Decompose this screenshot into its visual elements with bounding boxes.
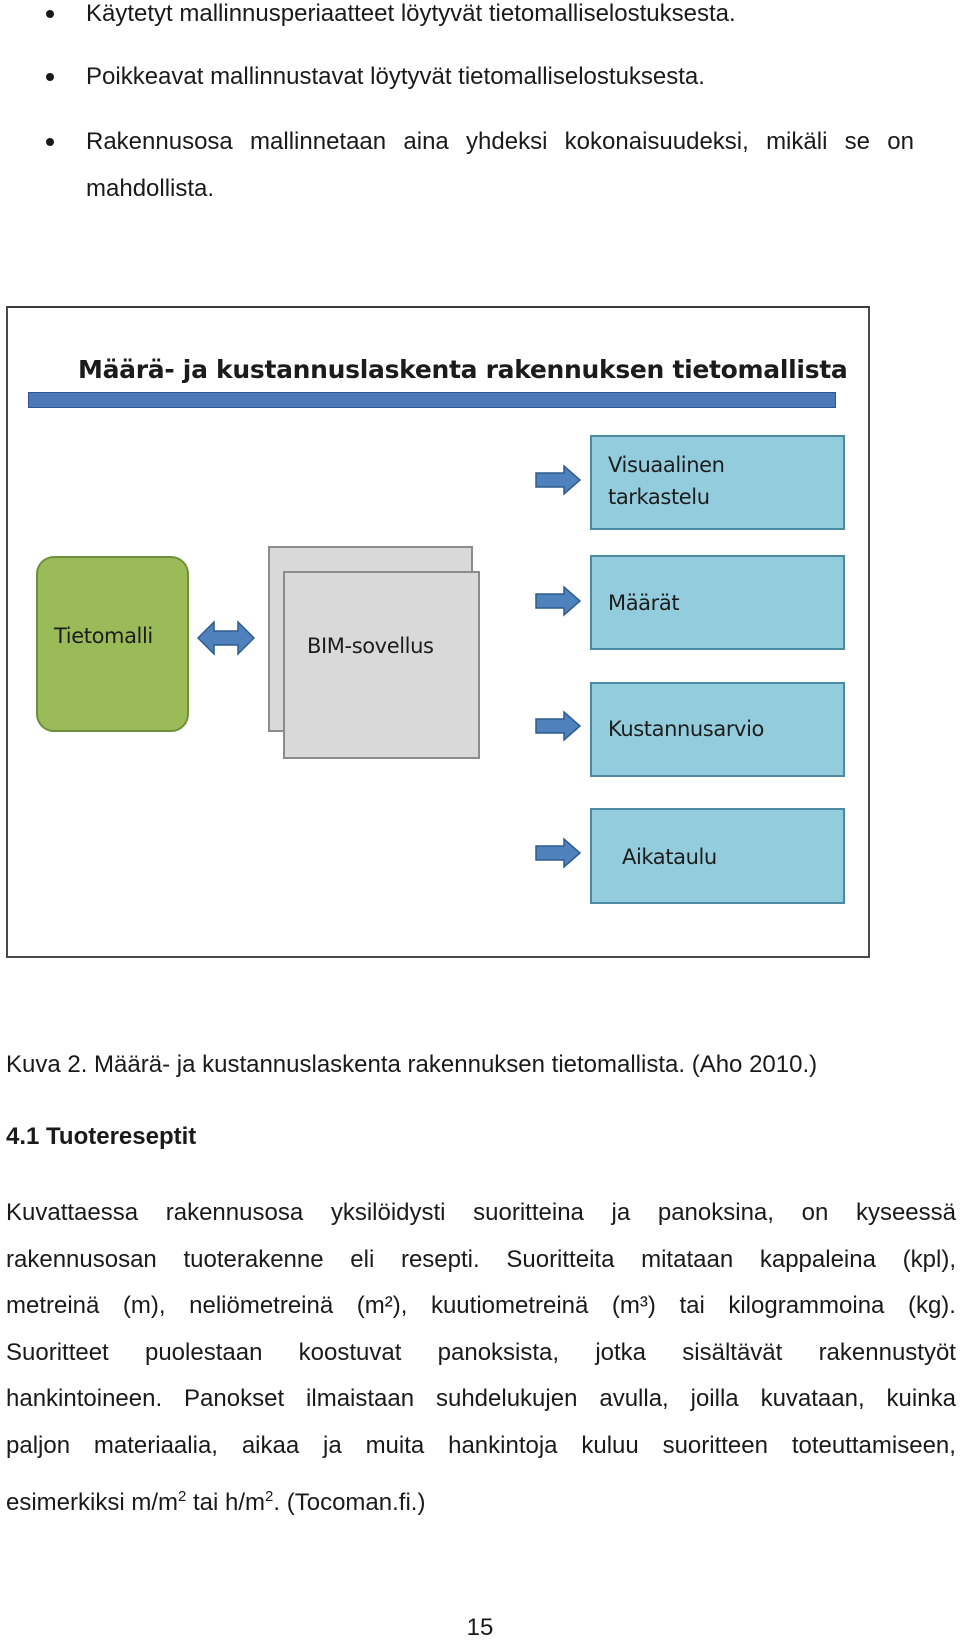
paragraph-line-text <box>6 1283 956 1329</box>
word: on <box>887 128 914 155</box>
bullet-text: Käytetyt mallinnusperiaatteet löytyvät tietomalliselostuksesta. <box>86 0 736 27</box>
paragraph-line <box>6 1330 956 1376</box>
right-arrow-icon <box>534 837 582 869</box>
word: hankintoja <box>448 1432 558 1459</box>
word: (m³) <box>611 1292 656 1319</box>
word: (m), <box>122 1292 166 1319</box>
word: puolestaan <box>144 1339 263 1366</box>
word: avulla, <box>599 1385 669 1412</box>
word: kuutiometreinä <box>430 1292 589 1319</box>
bullet-dot-icon <box>46 10 54 18</box>
output-label: tarkastelu <box>608 485 710 509</box>
word: ilmaistaan <box>306 1385 415 1412</box>
output-label: Aikataulu <box>622 845 717 869</box>
word: rakennusosa <box>165 1199 304 1226</box>
bim-sovellus-label: BIM-sovellus <box>307 634 434 658</box>
bullet-text: Poikkeavat mallinnustavat löytyvät tietomalliselostuksesta. <box>86 63 705 90</box>
output-label: Kustannusarvio <box>608 717 764 741</box>
last-line-part: . (Tocoman.fi.) <box>273 1489 426 1516</box>
output-box-visuaalinen <box>590 435 845 530</box>
word: Suoritteita <box>506 1246 615 1273</box>
word: suhdelukujen <box>435 1385 578 1412</box>
word: Panokset <box>184 1385 285 1412</box>
word: mikäli <box>766 128 828 155</box>
tietomalli-box <box>36 556 189 732</box>
paragraph-line-text <box>6 1423 956 1469</box>
right-arrow-icon <box>534 464 582 496</box>
word: kilogrammoina <box>728 1292 885 1319</box>
bim-sovellus-box <box>283 571 480 759</box>
word: Rakennusosa <box>86 128 233 155</box>
word: hankintoineen. <box>6 1385 163 1412</box>
page-number: 15 <box>466 1614 494 1641</box>
word: (kpl), <box>902 1246 956 1273</box>
word: muita <box>365 1432 425 1459</box>
figure-title: Määrä- ja kustannuslaskenta rakennuksen tietomallista <box>78 355 848 384</box>
paragraph-line <box>6 1423 956 1469</box>
word: joilla <box>690 1385 739 1412</box>
word: ja <box>611 1199 631 1226</box>
paragraph-line-text <box>6 1190 956 1236</box>
word: kuvataan, <box>760 1385 865 1412</box>
word: panoksista, <box>437 1339 560 1366</box>
word: neliömetreinä <box>189 1292 334 1319</box>
bullet-dot-icon <box>46 73 54 81</box>
output-box-kustannusarvio <box>590 682 845 777</box>
paragraph-line <box>6 1376 956 1422</box>
bullet-text <box>86 119 914 165</box>
word: suoritteina <box>473 1199 584 1226</box>
output-label: Visuaalinen <box>608 453 725 477</box>
bullet-text: mahdollista. <box>86 175 215 202</box>
word: resepti. <box>400 1246 480 1273</box>
bullet-dot-icon <box>46 138 54 146</box>
word: toteuttamiseen, <box>791 1432 956 1459</box>
word: panoksina, <box>657 1199 774 1226</box>
word: tuoterakenne <box>183 1246 324 1273</box>
last-line-part: tai h/m <box>186 1489 266 1516</box>
word: mitataan <box>641 1246 734 1273</box>
word: ja <box>323 1432 342 1459</box>
word: sisältävät <box>682 1339 783 1366</box>
word: materiaalia, <box>93 1432 218 1459</box>
word: kokonaisuudeksi, <box>564 128 749 155</box>
paragraph-line <box>6 1283 956 1329</box>
word: jotka <box>595 1339 647 1366</box>
word: kyseessä <box>855 1199 956 1226</box>
right-arrow-icon <box>534 710 582 742</box>
paragraph-line-text <box>6 1376 956 1422</box>
word: Suoritteet <box>6 1339 109 1366</box>
figure-title-bar <box>28 392 836 408</box>
word: rakennusosan <box>6 1246 157 1273</box>
section-heading: 4.1 Tuotereseptit <box>6 1123 197 1150</box>
word: on <box>801 1199 829 1226</box>
right-arrow-icon <box>534 585 582 617</box>
word: paljon <box>6 1432 71 1459</box>
word: eli <box>350 1246 375 1273</box>
paragraph-line <box>6 1190 956 1236</box>
word: metreinä <box>6 1292 100 1319</box>
word: yhdeksi <box>466 128 548 155</box>
word: suoritteen <box>662 1432 768 1459</box>
word: se <box>844 128 871 155</box>
paragraph-line-text <box>6 1237 956 1283</box>
word: kappaleina <box>759 1246 876 1273</box>
tietomalli-label: Tietomalli <box>54 624 153 648</box>
word: mallinnetaan <box>250 128 387 155</box>
paragraph-line-text <box>6 1330 956 1376</box>
figure-caption: Kuva 2. Määrä- ja kustannuslaskenta rakennuksen tietomallista. (Aho 2010.) <box>6 1051 818 1078</box>
word: rakennustyöt <box>818 1339 956 1366</box>
word: Kuvattaessa <box>6 1199 139 1226</box>
output-label: Määrät <box>608 591 680 615</box>
word: (kg). <box>907 1292 956 1319</box>
word: aikaa <box>241 1432 300 1459</box>
word: kuluu <box>581 1432 639 1459</box>
word: koostuvat <box>298 1339 402 1366</box>
word: tai <box>679 1292 705 1319</box>
word: (m²), <box>356 1292 408 1319</box>
paragraph-line <box>6 1237 956 1283</box>
word: aina <box>403 128 449 155</box>
output-box-aikataulu <box>590 808 845 904</box>
double-arrow-icon <box>196 618 256 658</box>
output-box-maarat <box>590 555 845 650</box>
superscript: 2 <box>265 1488 274 1505</box>
superscript: 2 <box>178 1488 187 1505</box>
paragraph-last-line <box>6 1474 956 1520</box>
last-line-part: esimerkiksi m/m <box>6 1489 178 1516</box>
word: kuinka <box>886 1385 956 1412</box>
word: yksilöidysti <box>330 1199 446 1226</box>
